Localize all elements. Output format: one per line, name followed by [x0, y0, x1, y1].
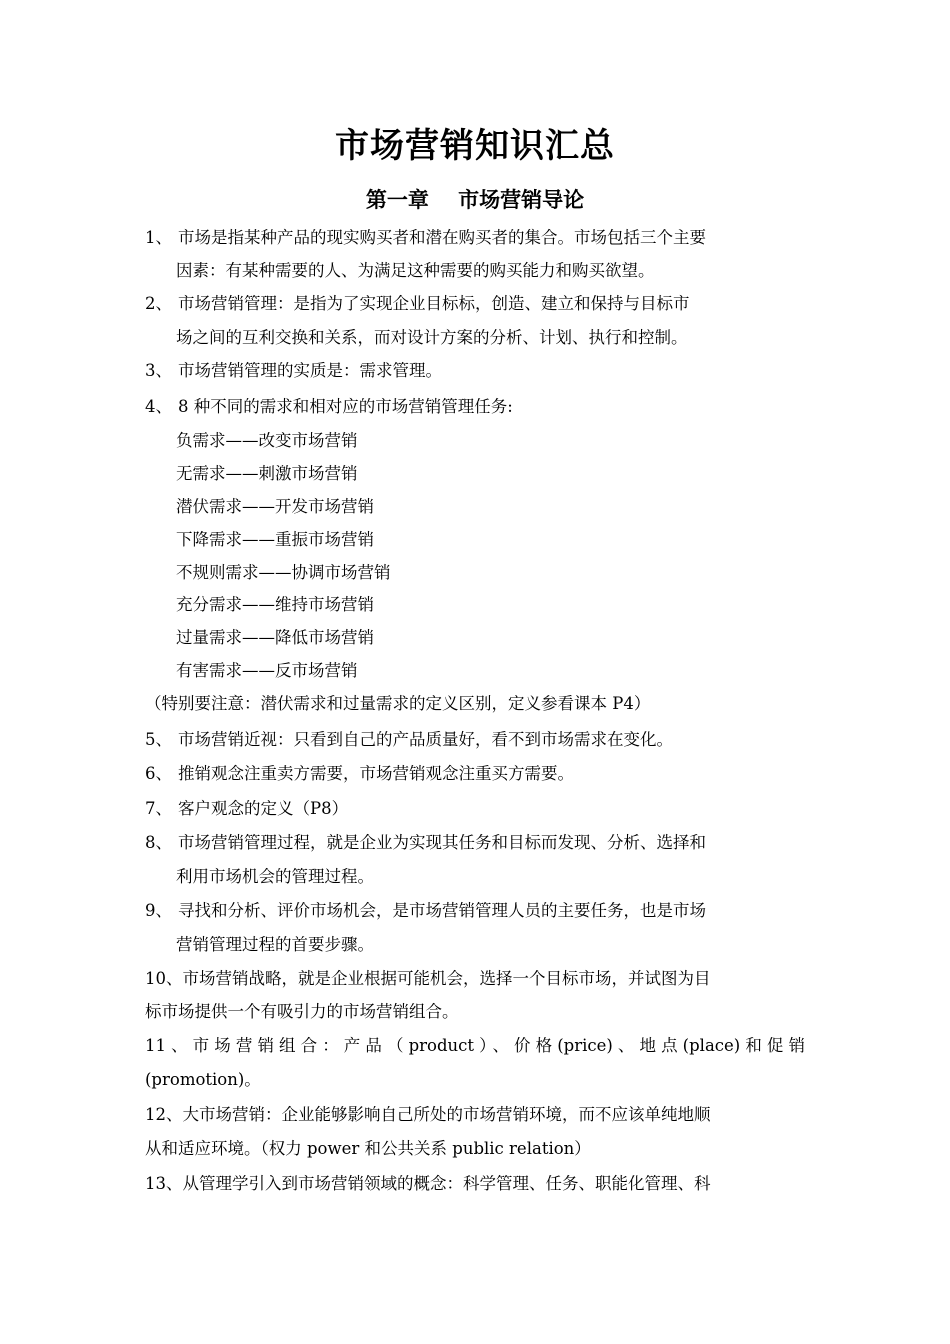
item-8-line-1 — [145, 830, 805, 856]
item-number: 2、 — [145, 294, 172, 313]
item-number: 5、 — [145, 730, 172, 749]
item-2-line-2: 场之间的互利交换和关系，而对设计方案的分析、计划、执行和控制。 — [176, 328, 688, 347]
item-text: 寻找和分析、评价市场机会，是市场营销管理人员的主要任务，也是市场 — [178, 901, 706, 920]
chapter-heading: 第一章 市场营销导论 — [365, 187, 585, 212]
item-text: 市场是指某种产品的现实购买者和潜在购买者的集合。市场包括三个主要 — [178, 228, 706, 247]
item-1-line-1 — [145, 225, 805, 251]
item-2-line-1 — [145, 291, 805, 317]
page-title: 市场营销知识汇总 — [335, 126, 615, 166]
item-text: 市场营销管理的实质是：需求管理。 — [178, 361, 442, 380]
item-text: 客户观念的定义（P8） — [178, 799, 349, 818]
item-3-line-1 — [145, 358, 805, 384]
item-text: 8 种不同的需求和相对应的市场营销管理任务: — [178, 397, 513, 416]
demand-type-8: 有害需求——反市场营销 — [176, 661, 358, 680]
item-number: 7、 — [145, 799, 172, 818]
item-11-line-1: 11、市场营销组合：产品（product）、价格(price)、地点(place)和促销 — [145, 1036, 805, 1055]
item-9-line-1 — [145, 898, 805, 924]
item-number: 1、 — [145, 228, 172, 247]
demand-type-3: 潜伏需求——开发市场营销 — [176, 497, 374, 516]
item-10-line-2: 标市场提供一个有吸引力的市场营销组合。 — [145, 1002, 459, 1021]
item-1-line-2: 因素：有某种需要的人、为满足这种需要的购买能力和购买欲望。 — [176, 261, 655, 280]
item-number: 4、 — [145, 397, 172, 416]
item-10-line-1: 10、市场营销战略，就是企业根据可能机会，选择一个目标市场，并试图为目 — [145, 969, 711, 988]
note-line: （特别要注意：潜伏需求和过量需求的定义区别，定义参看课本 P4） — [145, 694, 651, 713]
item-9-line-2: 营销管理过程的首要步骤。 — [176, 935, 374, 954]
item-6-line-1 — [145, 761, 805, 787]
item-11-line-2: (promotion)。 — [145, 1070, 261, 1089]
demand-type-6: 充分需求——维持市场营销 — [176, 595, 374, 614]
demand-type-4: 下降需求——重振市场营销 — [176, 530, 374, 549]
item-12-line-1: 12、大市场营销：企业能够影响自己所处的市场营销环境，而不应该单纯地顺 — [145, 1105, 711, 1124]
item-7-line-1 — [145, 796, 805, 822]
item-text: 市场营销管理：是指为了实现企业目标标，创造、建立和保持与目标市 — [178, 294, 690, 313]
item-4-line-1 — [145, 394, 805, 420]
item-12-line-2: 从和适应环境。（权力 power 和公共关系 public relation） — [145, 1139, 591, 1158]
item-number: 9、 — [145, 901, 172, 920]
item-13-line-1: 13、从管理学引入到市场营销领域的概念：科学管理、任务、职能化管理、科 — [145, 1174, 711, 1193]
demand-type-7: 过量需求——降低市场营销 — [176, 628, 374, 647]
demand-type-2: 无需求——刺激市场营销 — [176, 464, 358, 483]
demand-type-5: 不规则需求——协调市场营销 — [176, 563, 391, 582]
demand-type-1: 负需求——改变市场营销 — [176, 431, 358, 450]
item-text: 市场营销管理过程，就是企业为实现其任务和目标而发现、分析、选择和 — [178, 833, 706, 852]
item-text: 推销观念注重卖方需要，市场营销观念注重买方需要。 — [178, 764, 574, 783]
item-number: 6、 — [145, 764, 172, 783]
item-number: 3、 — [145, 361, 172, 380]
item-5-line-1 — [145, 727, 805, 753]
item-text: 市场营销近视：只看到自己的产品质量好，看不到市场需求在变化。 — [178, 730, 673, 749]
item-8-line-2: 利用市场机会的管理过程。 — [176, 867, 374, 886]
item-number: 8、 — [145, 833, 172, 852]
